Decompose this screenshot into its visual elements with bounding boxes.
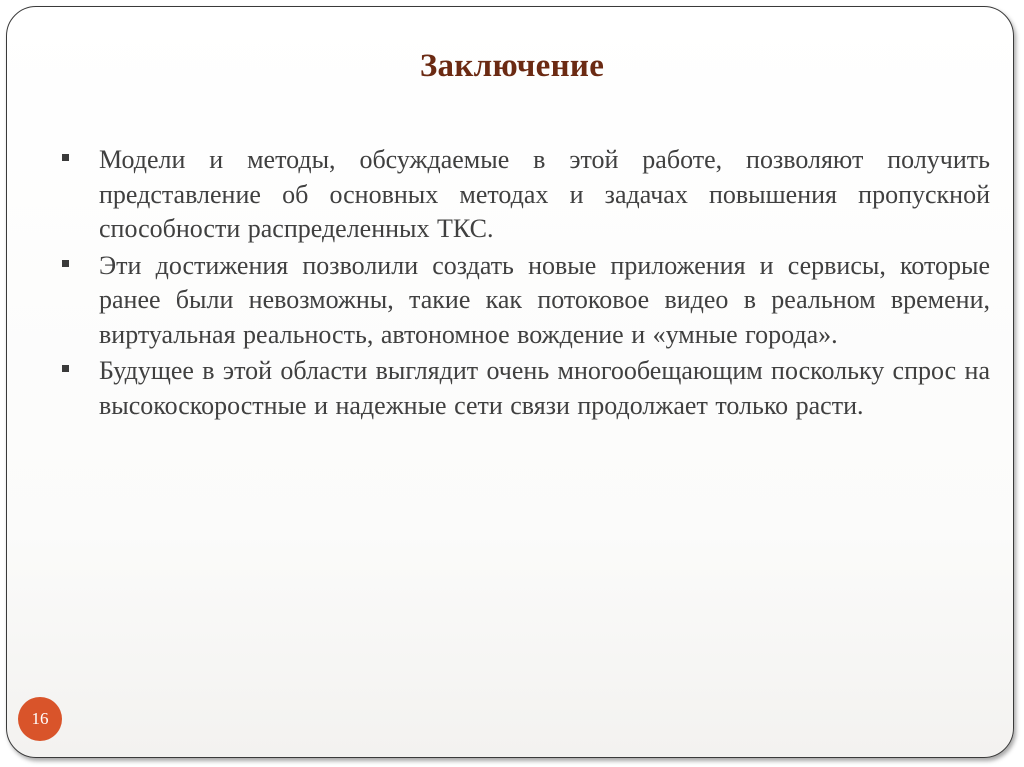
bullet-text: Эти достижения позволили создать новые приложения и сервисы, которые ранее были невозможны, такие как потоковое видео в реальном времени, виртуальная реальность, автономное вождение и «умные города». (99, 250, 990, 349)
page-number: 16 (31, 709, 49, 728)
bullet-item (62, 249, 990, 353)
page-number-badge (18, 697, 62, 741)
square-bullet-icon (62, 365, 69, 372)
bullet-item (62, 143, 990, 247)
slide-title: Заключение (419, 48, 605, 84)
square-bullet-icon (62, 154, 69, 161)
bullet-text: Будущее в этой области выглядит очень многообещающим поскольку спрос на высокоскоростные и надежные сети связи продолжает только расти. (99, 356, 990, 420)
bullet-text: Модели и методы, обсуждаемые в этой работе, позволяют получить представление об основных методах и задачах повышения пропускной способности распределенных ТКС. (99, 145, 990, 243)
bullet-list (62, 143, 990, 425)
bullet-item (62, 354, 990, 423)
square-bullet-icon (62, 260, 69, 267)
